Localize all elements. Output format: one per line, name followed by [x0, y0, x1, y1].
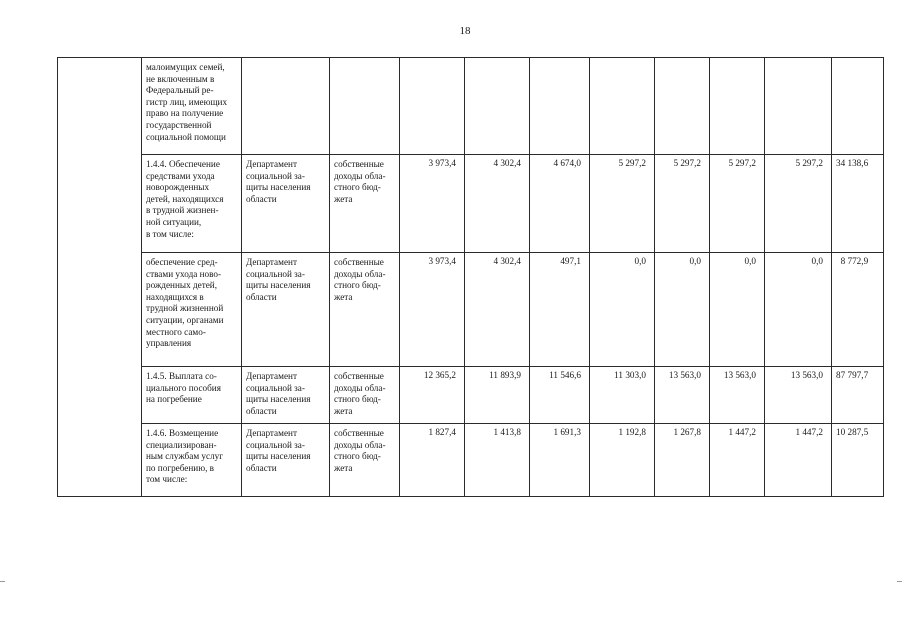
year-value-cell — [765, 155, 832, 253]
total-value-cell — [832, 424, 884, 497]
year-value-cell — [590, 424, 655, 497]
year-value-cell — [465, 367, 530, 424]
year-value-cell-text: 13 563,0 — [723, 370, 756, 380]
year-value-cell — [590, 155, 655, 253]
total-value-cell-text: 10 287,5 — [836, 427, 869, 437]
table-row — [58, 253, 884, 367]
total-value-cell-text: 8 772,9 — [840, 256, 869, 266]
year-value-cell — [710, 58, 765, 155]
year-value-cell — [400, 155, 465, 253]
year-value-cell — [530, 155, 590, 253]
year-value-cell-text: 4 302,4 — [493, 256, 521, 266]
year-value-cell-text: 3 973,4 — [428, 158, 456, 168]
table-body — [58, 58, 884, 497]
executor-cell-text: Департамент социальной за- щиты населения области — [246, 428, 311, 473]
year-value-cell — [655, 424, 710, 497]
measure-cell-text: 1.4.5. Выплата со- циального пособия на погребение — [146, 371, 221, 405]
measure-cell-text: малоимущих семей, не включенным в Федеральный ре- гистр лиц, имеющих право на получение государственной социальной помощи — [146, 62, 228, 142]
total-value-cell-text: 87 797,7 — [836, 370, 869, 380]
year-value-cell-text: 5 297,2 — [728, 158, 756, 168]
year-value-cell-text: 0,0 — [634, 256, 646, 266]
year-value-cell — [400, 424, 465, 497]
page-number: 18 — [459, 25, 471, 37]
year-value-cell — [655, 253, 710, 367]
year-value-cell-text: 1 192,8 — [618, 427, 646, 437]
year-value-cell-text: 1 267,8 — [673, 427, 701, 437]
year-value-cell — [530, 367, 590, 424]
year-value-cell-text: 12 365,2 — [423, 370, 456, 380]
year-value-cell-text: 13 563,0 — [790, 370, 823, 380]
year-value-cell — [400, 58, 465, 155]
funding-source-cell — [330, 424, 400, 497]
blank-first-column — [58, 58, 142, 497]
funding-source-cell — [330, 367, 400, 424]
funding-source-cell-text: собственные доходы обла- стного бюд- жета — [334, 428, 386, 473]
year-value-cell-text: 4 674,0 — [553, 158, 581, 168]
year-value-cell — [710, 424, 765, 497]
total-value-cell-text: 34 138,6 — [836, 158, 869, 168]
year-value-cell-text: 11 546,6 — [549, 370, 581, 380]
executor-cell-text: Департамент социальной за- щиты населения области — [246, 371, 311, 416]
year-value-cell — [465, 424, 530, 497]
year-value-cell-text: 1 413,8 — [493, 427, 521, 437]
funding-source-cell — [330, 58, 400, 155]
year-value-cell-text: 3 973,4 — [428, 256, 456, 266]
measure-cell — [142, 424, 242, 497]
total-value-cell — [832, 58, 884, 155]
measure-cell-text: 1.4.4. Обеспечение средствами ухода новорожденных детей, находящихся в трудной жизнен- ной ситуации, в том числе: — [146, 159, 224, 239]
measure-cell — [142, 253, 242, 367]
year-value-cell — [590, 58, 655, 155]
year-value-cell-text: 1 827,4 — [428, 427, 456, 437]
executor-cell — [242, 367, 330, 424]
year-value-cell — [710, 155, 765, 253]
funding-source-cell-text: собственные доходы обла- стного бюд- жета — [334, 159, 386, 204]
year-value-cell-text: 0,0 — [744, 256, 756, 266]
year-value-cell — [765, 58, 832, 155]
year-value-cell — [465, 58, 530, 155]
year-value-cell-text: 11 893,9 — [489, 370, 521, 380]
year-value-cell — [765, 367, 832, 424]
measure-cell — [142, 58, 242, 155]
funding-source-cell-text: собственные доходы обла- стного бюд- жета — [334, 371, 386, 416]
table-row — [58, 155, 884, 253]
year-value-cell-text: 13 563,0 — [668, 370, 701, 380]
year-value-cell — [765, 253, 832, 367]
year-value-cell — [400, 253, 465, 367]
measure-cell-text: 1.4.6. Возмещение специализирован- ным службам услуг по погребению, в том числе: — [146, 428, 224, 485]
left-edge-mark — [0, 581, 5, 582]
year-value-cell — [590, 253, 655, 367]
year-value-cell — [655, 155, 710, 253]
year-value-cell-text: 0,0 — [689, 256, 701, 266]
year-value-cell-text: 5 297,2 — [618, 158, 646, 168]
year-value-cell — [400, 367, 465, 424]
right-edge-mark — [897, 581, 902, 582]
year-value-cell-text: 5 297,2 — [673, 158, 701, 168]
year-value-cell — [655, 367, 710, 424]
year-value-cell — [530, 424, 590, 497]
year-value-cell — [590, 367, 655, 424]
year-value-cell-text: 11 303,0 — [614, 370, 646, 380]
measure-cell-text: обеспечение сред- ствами ухода ново- рожденных детей, находящихся в трудной жизненной ситуации, органами местного само- управления — [146, 257, 224, 349]
funding-source-cell-text: собственные доходы обла- стного бюд- жета — [334, 257, 386, 302]
year-value-cell-text: 0,0 — [811, 256, 823, 266]
year-value-cell-text: 4 302,4 — [493, 158, 521, 168]
table-row — [58, 58, 884, 155]
executor-cell — [242, 155, 330, 253]
executor-cell — [242, 253, 330, 367]
measure-cell — [142, 367, 242, 424]
year-value-cell-text: 497,1 — [560, 256, 581, 266]
total-value-cell — [832, 367, 884, 424]
year-value-cell-text: 1 447,2 — [728, 427, 756, 437]
year-value-cell — [465, 155, 530, 253]
year-value-cell — [765, 424, 832, 497]
funding-source-cell — [330, 155, 400, 253]
year-value-cell — [710, 367, 765, 424]
year-value-cell-text: 1 447,2 — [795, 427, 823, 437]
year-value-cell-text: 1 691,3 — [553, 427, 581, 437]
year-value-cell — [530, 253, 590, 367]
budget-table — [57, 57, 884, 497]
funding-source-cell — [330, 253, 400, 367]
year-value-cell — [655, 58, 710, 155]
year-value-cell-text: 5 297,2 — [795, 158, 823, 168]
executor-cell — [242, 424, 330, 497]
table-row — [58, 424, 884, 497]
year-value-cell — [710, 253, 765, 367]
executor-cell — [242, 58, 330, 155]
executor-cell-text: Департамент социальной за- щиты населения области — [246, 159, 311, 204]
year-value-cell — [465, 253, 530, 367]
executor-cell-text: Департамент социальной за- щиты населения области — [246, 257, 311, 302]
total-value-cell — [832, 155, 884, 253]
table-row — [58, 367, 884, 424]
measure-cell — [142, 155, 242, 253]
year-value-cell — [530, 58, 590, 155]
total-value-cell — [832, 253, 884, 367]
